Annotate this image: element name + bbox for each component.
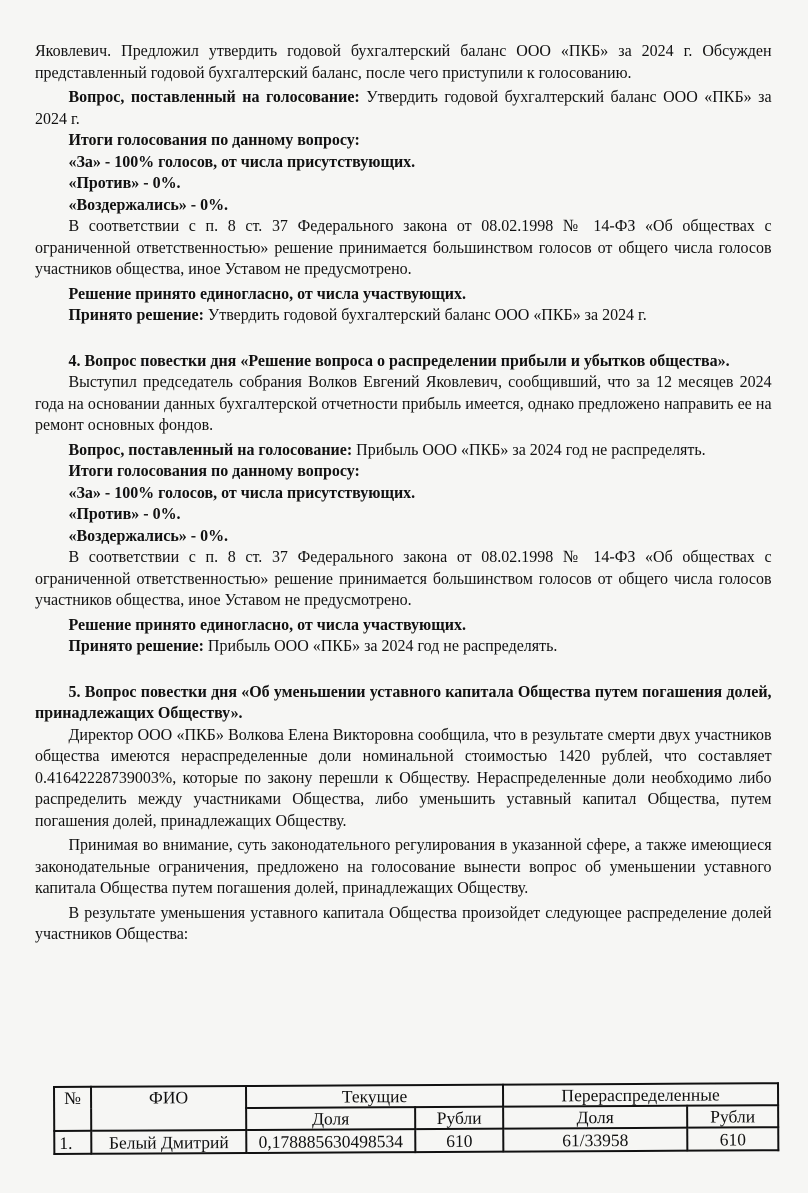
- question-text: Прибыль ООО «ПКБ» за 2024 год не распределять.: [352, 439, 706, 459]
- table-row: [54, 1127, 778, 1154]
- agenda-item-4-heading: 4. Вопрос повестки дня «Решение вопроса о распределении прибыли и убытков общества».: [68, 350, 730, 370]
- decision-4: [35, 635, 772, 657]
- header-current-rubles: Рубли: [415, 1107, 503, 1129]
- vote-question-4: [35, 439, 772, 461]
- paragraph-balance-intro: Яковлевич. Предложил утвердить годовой бухгалтерский баланс ООО «ПКБ» за 2024 г. Обсужден представленный годовой бухгалтерский баланс, после чего приступили к голосованию.: [35, 41, 772, 82]
- speech-4: Выступил председатель собрания Волков Евгений Яковлевич, сообщивший, что за 12 месяцев 2024 года на основании данных бухгалтерской отчетности прибыль имеется, однако предложено направить ее на ремонт основных фондов.: [35, 372, 772, 434]
- law-reference-3: В соответствии с п. 8 ст. 37 Федерального закона от 08.02.1998 № 14-ФЗ «Об обществах с ограниченной ответственностью» решение принимается большинством голосов от общего числа голосов участников общества, иное Уставом не предусмотрено.: [35, 216, 772, 278]
- header-new-share: Доля: [503, 1106, 687, 1129]
- agenda-item-5-heading: 5. Вопрос повестки дня «Об уменьшении уставного капитала Общества путем погашения долей, принадлежащих Обществу».: [35, 681, 772, 722]
- vote-for-3: «За» - 100% голосов, от числа присутствующих.: [68, 151, 416, 171]
- proposal-5: Принимая во внимание, суть законодательного регулирования в указанной сфере, а также имеющиеся законодательные ограничения, предложено на голосование вынести вопрос об уменьшении уставного капитала Общества путем погашения долей, принадлежащих Обществу.: [35, 835, 772, 897]
- unanimous-3: Решение принято единогласно, от числа участвующих.: [68, 283, 466, 303]
- header-current: Текущие: [246, 1085, 503, 1108]
- vote-results-title-3: Итоги голосования по данному вопросу:: [68, 130, 360, 149]
- question-label: Вопрос, поставленный на голосование:: [68, 439, 353, 459]
- decision-3: [35, 304, 772, 326]
- cell-name: Белый Дмитрий: [91, 1130, 246, 1154]
- decision-text: Прибыль ООО «ПКБ» за 2024 год не распределять.: [203, 636, 558, 655]
- decision-label: Принято решение:: [68, 636, 204, 655]
- header-name: ФИО: [91, 1086, 246, 1131]
- header-redistributed: Перераспределенные: [503, 1083, 778, 1106]
- unanimous-4: Решение принято единогласно, от числа участвующих.: [68, 614, 466, 634]
- header-num: №: [54, 1087, 91, 1131]
- vote-question-3: [35, 86, 772, 129]
- header-current-share: Доля: [246, 1107, 415, 1130]
- document-page: [35, 40, 772, 945]
- vote-against-3: «Против» - 0%.: [68, 173, 181, 192]
- cell-current-share: 0,178885630498534: [246, 1129, 415, 1153]
- cell-current-rubles: 610: [415, 1129, 503, 1152]
- vote-results-title-4: Итоги голосования по данному вопросу:: [68, 461, 360, 480]
- vote-abstain-4: «Воздержались» - 0%.: [68, 525, 229, 545]
- decision-text: Утвердить годовой бухгалтерский баланс ООО «ПКБ» за 2024 г.: [203, 305, 647, 324]
- decision-label: Принято решение:: [68, 305, 204, 324]
- header-new-rubles: Рубли: [687, 1105, 778, 1127]
- shares-table: [53, 1082, 779, 1155]
- cell-new-rubles: 610: [687, 1127, 778, 1150]
- question-text: Утвердить годовой бухгалтерский баланс ООО «ПКБ» за 2024 г.: [35, 87, 772, 128]
- vote-for-4: «За» - 100% голосов, от числа присутствующих.: [68, 482, 416, 502]
- cell-num: 1.: [54, 1131, 91, 1154]
- law-reference-4: В соответствии с п. 8 ст. 37 Федерального закона от 08.02.1998 № 14-ФЗ «Об обществах с ограниченной ответственностью» решение принимается большинством голосов от общего числа голосов участников общества, иное Уставом не предусмотрено.: [35, 547, 772, 609]
- vote-abstain-3: «Воздержались» - 0%.: [68, 194, 229, 214]
- vote-against-4: «Против» - 0%.: [68, 504, 181, 523]
- director-report-5: Директор ООО «ПКБ» Волкова Елена Викторовна сообщила, что в результате смерти двух участников общества имеются нераспределенные доли номинальной стоимостью 1420 рублей, что составляет 0.41642228739003%, которые по закону перешли к Обществу. Нераспределенные доли необходимо либо распределить между участниками Общества, либо уменьшить уставный капитал Общества, путем погашения долей, принадлежащих Обществу.: [35, 724, 772, 830]
- cell-new-share: 61/33958: [503, 1128, 687, 1152]
- result-intro-5: В результате уменьшения уставного капитала Общества произойдет следующее распределение долей участников Общества:: [35, 902, 772, 943]
- question-label: Вопрос, поставленный на голосование:: [68, 87, 360, 106]
